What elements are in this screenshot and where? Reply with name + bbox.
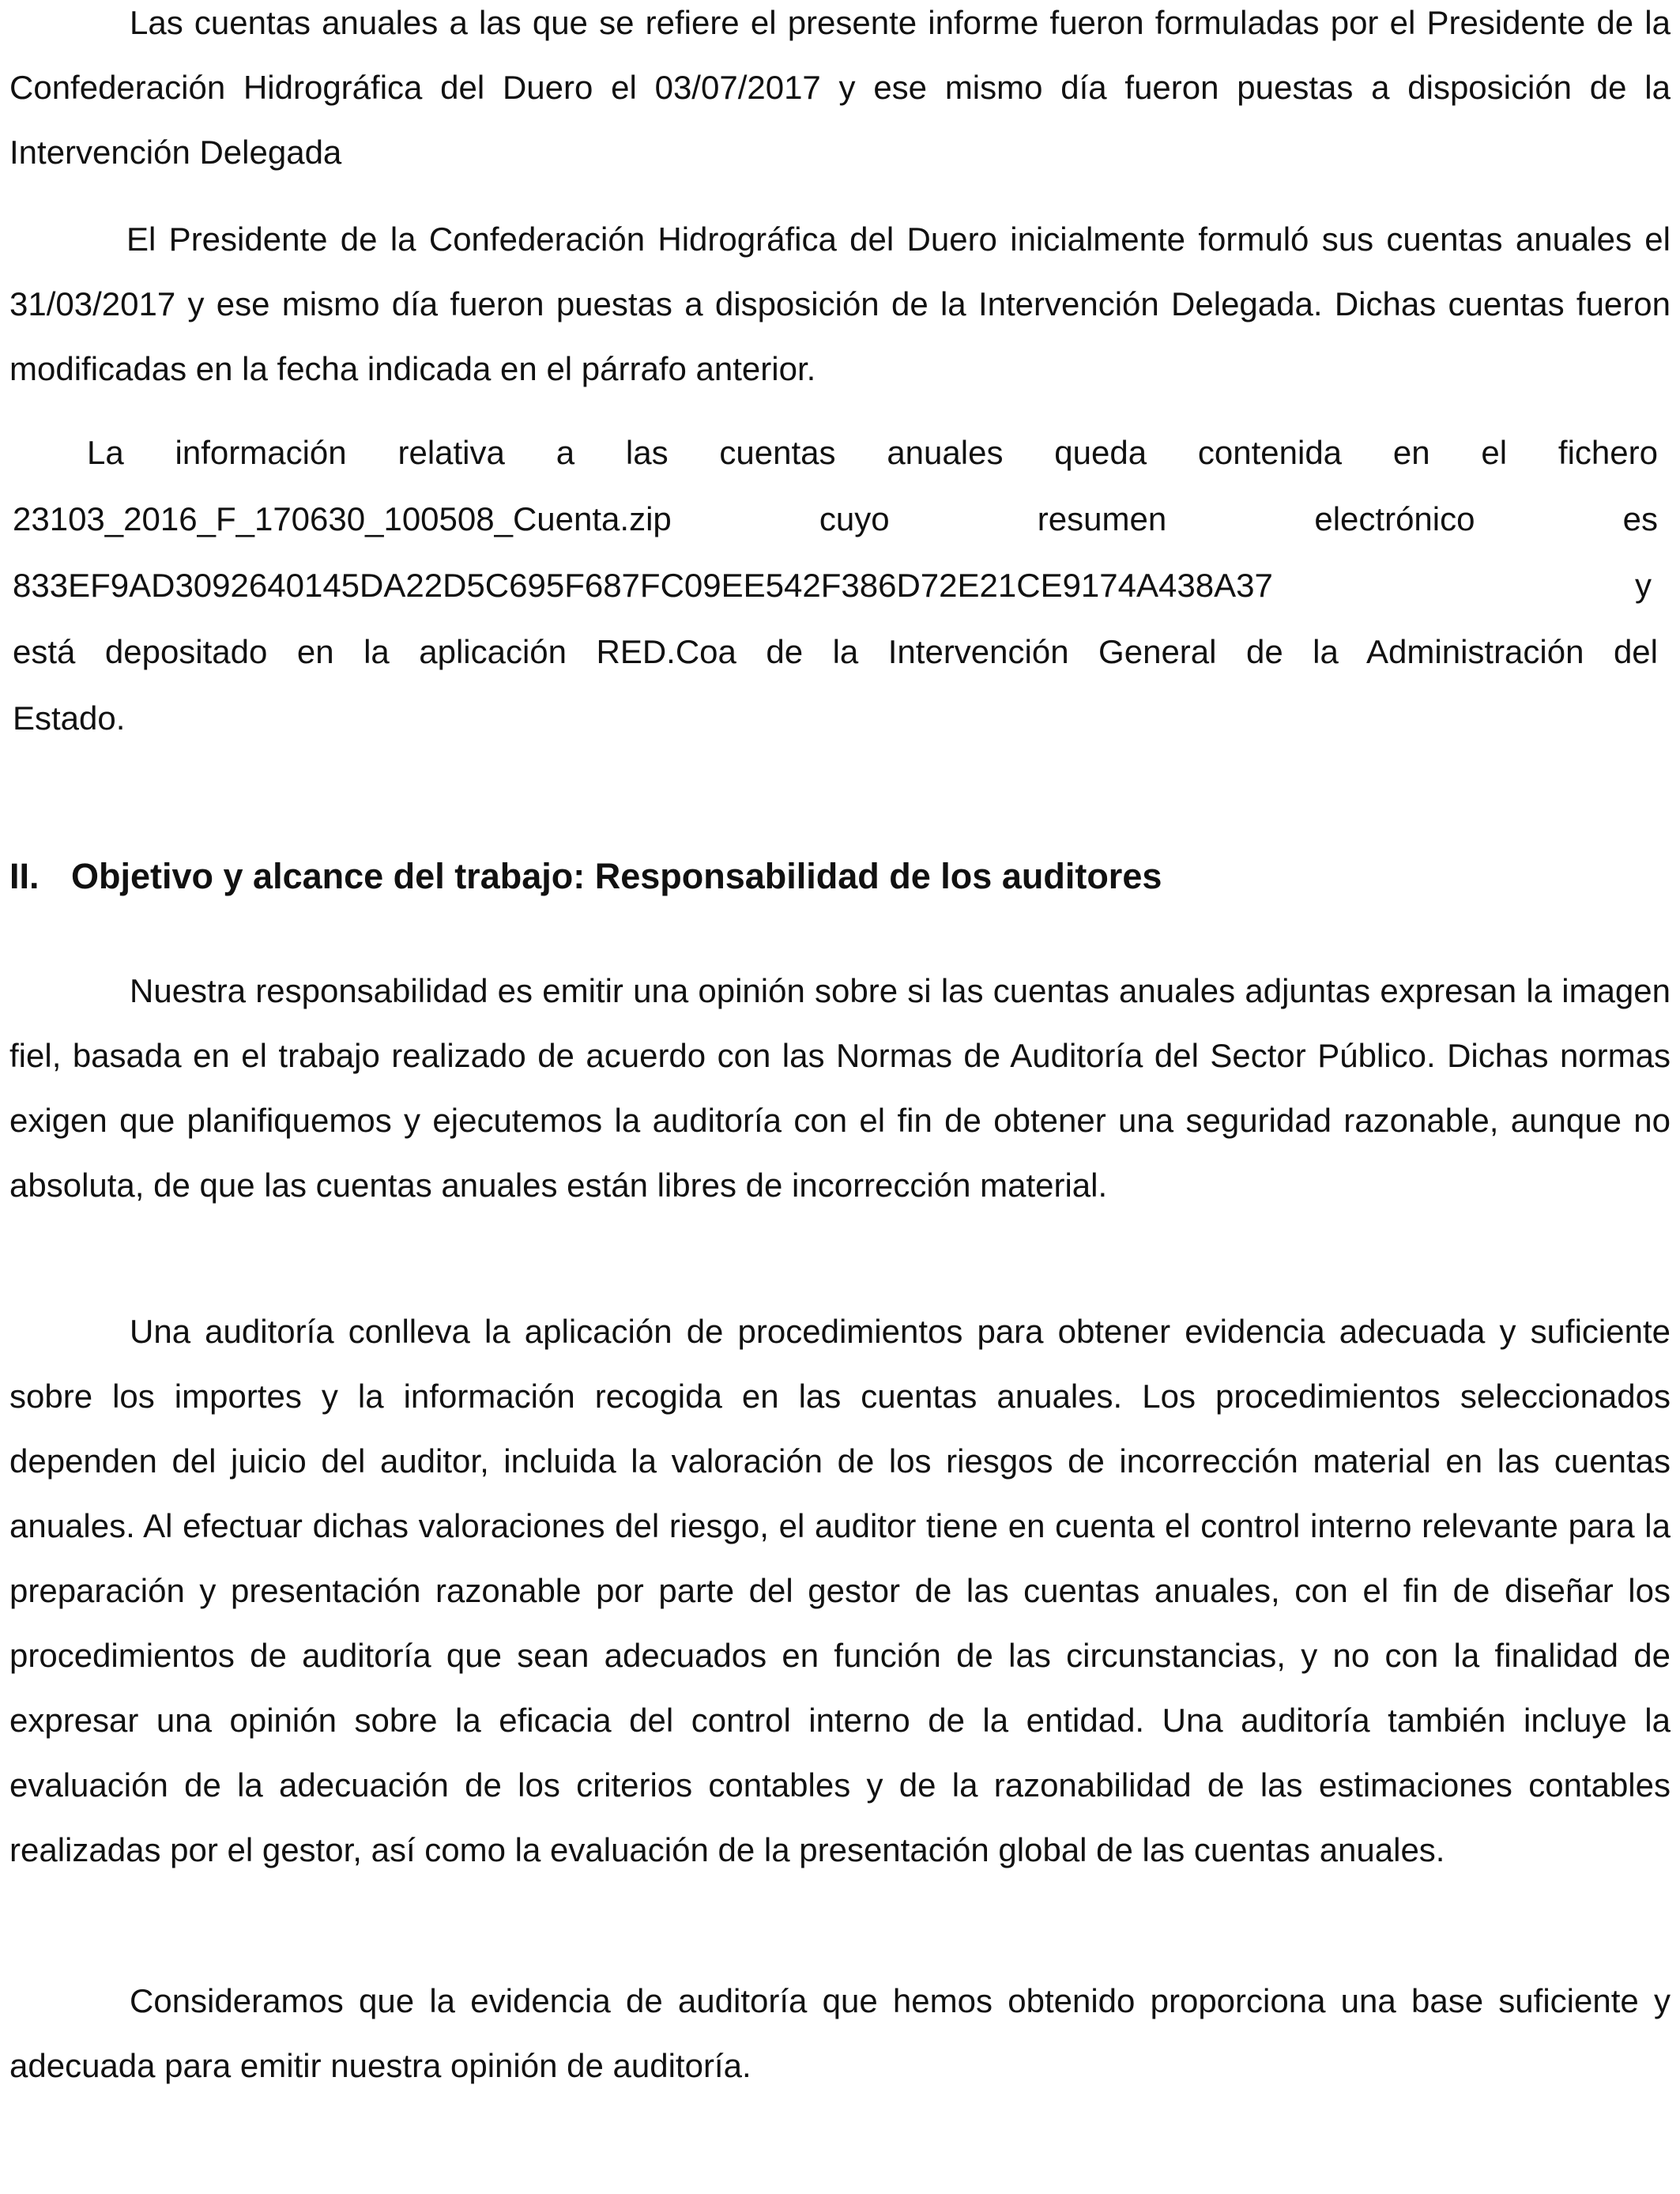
paragraph-auditor-responsibility: Nuestra responsabilidad es emitir una opinión sobre si las cuentas anuales adjuntas expresan la imagen fiel, basada en el trabajo realizado de acuerdo con las Normas de Auditoría del Sector Público. Dichas normas exigen que planifiquemos y ejecutemos la auditoría con el fin de obtener una seguridad razonable, aunque no absoluta, de que las cuentas anuales están libres de incorrección material. — [9, 972, 1671, 1204]
word-resumen: resumen — [1037, 500, 1167, 537]
section-number: II. — [9, 856, 40, 896]
file-info-line-5: Estado. — [13, 699, 126, 737]
file-info-line-2 — [13, 486, 1669, 552]
paragraph-formulation-date: Las cuentas anuales a las que se refiere el presente informe fueron formuladas por el Presidente de la Confederación Hidrográfica del Duero el 03/07/2017 y ese mismo día fueron puestas a disposición de la Intervención Delegada — [9, 4, 1671, 171]
file-info-line-3 — [13, 552, 1669, 619]
section-title: Objetivo y alcance del trabajo: Responsabilidad de los auditores — [71, 856, 1162, 896]
paragraph-initial-formulation: El Presidente de la Confederación Hidrográfica del Duero inicialmente formuló sus cuentas anuales el 31/03/2017 y ese mismo día fueron puestas a disposición de la Intervención Delegada. Dichas cuentas fueron modificadas en la fecha indicada en el párrafo anterior. — [9, 221, 1671, 387]
file-name: 23103_2016_F_170630_100508_Cuenta.zip — [13, 500, 672, 537]
paragraph-audit-procedures: Una auditoría conlleva la aplicación de procedimientos para obtener evidencia adecuada y suficiente sobre los importes y la información recogida en las cuentas anuales. Los procedimientos seleccionados dependen del juicio del auditor, incluida la valoración de los riesgos de incorrección material en las cuentas anuales. Al efectuar dichas valoraciones del riesgo, el auditor tiene en cuenta el control interno relevante para la preparación y presentación razonable por parte del gestor de las cuentas anuales, con el fin de diseñar los procedimientos de auditoría que sean adecuados en función de las circunstancias, y no con la finalidad de expresar una opinión sobre la eficacia del control interno de la entidad. Una auditoría también incluye la evaluación de la adecuación de los criterios contables y de la razonabilidad de las estimaciones contables realizadas por el gestor, así como la evaluación de la presentación global de las cuentas anuales. — [9, 1313, 1671, 1868]
word-electronico: electrónico — [1314, 500, 1475, 537]
word-y: y — [1635, 567, 1652, 604]
file-info-block — [13, 420, 1669, 752]
word-cuyo: cuyo — [819, 500, 890, 537]
electronic-hash: 833EF9AD3092640145DA22D5C695F687FC09EE542F386D72E21CE9174A438A37 — [13, 567, 1273, 604]
file-info-line-4: está depositado en la aplicación RED.Coa de la Intervención General de la Administración del — [13, 633, 1658, 670]
file-info-line-1: La información relativa a las cuentas anuales queda contenida en el fichero — [87, 434, 1658, 471]
paragraph-audit-evidence: Consideramos que la evidencia de auditoría que hemos obtenido proporciona una base suficiente y adecuada para emitir nuestra opinión de auditoría. — [9, 1982, 1671, 2084]
word-es: es — [1622, 500, 1658, 537]
section-heading — [9, 844, 1162, 909]
